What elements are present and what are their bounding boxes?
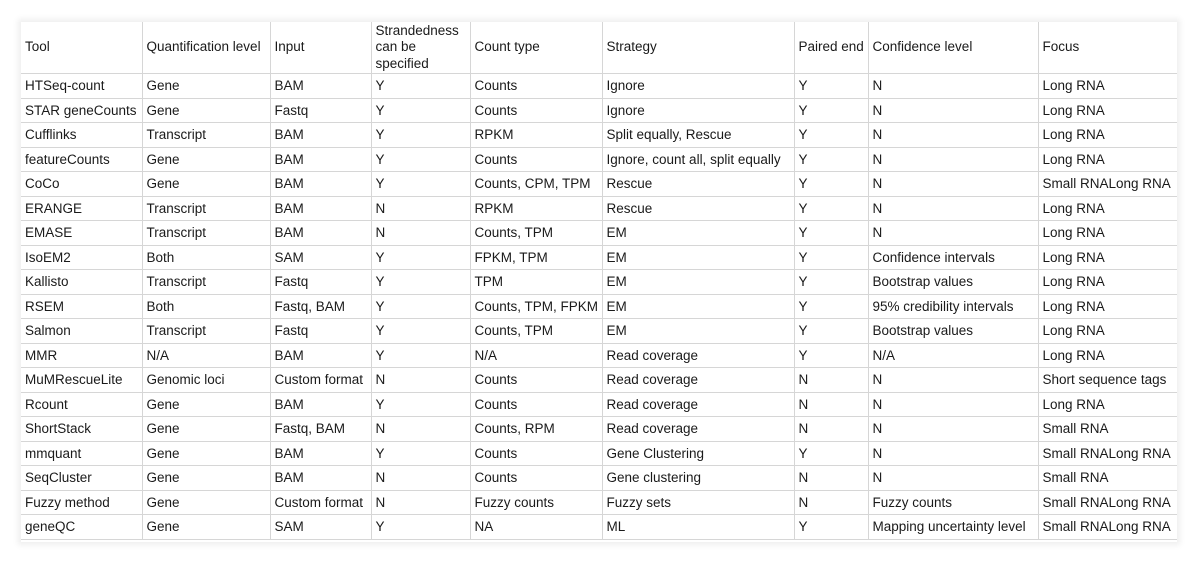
- header-cell-count-type[interactable]: Count type: [470, 22, 602, 74]
- table-cell[interactable]: N: [868, 123, 1038, 148]
- header-row: [21, 22, 1177, 74]
- table-cell[interactable]: Gene: [142, 172, 270, 197]
- table-cell[interactable]: Y: [794, 221, 868, 246]
- table-cell[interactable]: NA: [470, 515, 602, 540]
- table-cell[interactable]: FPKM, TPM: [470, 245, 602, 270]
- header-cell-strandedness-can-be-specified[interactable]: Strandedness can be specified: [371, 22, 470, 74]
- header-cell-paired-end[interactable]: Paired end: [794, 22, 868, 74]
- table-cell[interactable]: N: [371, 417, 470, 442]
- table-row: [21, 270, 1177, 295]
- table-cell[interactable]: CoCo: [21, 172, 142, 197]
- table-cell[interactable]: 95% credibility intervals: [868, 294, 1038, 319]
- table-cell[interactable]: Y: [794, 343, 868, 368]
- table-cell[interactable]: N: [868, 196, 1038, 221]
- table-cell[interactable]: Read coverage: [602, 392, 794, 417]
- table-cell[interactable]: ML: [602, 515, 794, 540]
- table-cell[interactable]: Rcount: [21, 392, 142, 417]
- table-cell[interactable]: Y: [371, 319, 470, 344]
- table-cell[interactable]: Counts, TPM: [470, 319, 602, 344]
- table-cell[interactable]: Y: [794, 123, 868, 148]
- table-cell[interactable]: N: [371, 490, 470, 515]
- table-cell[interactable]: Long RNA: [1038, 74, 1177, 99]
- table-cell[interactable]: Counts, TPM: [470, 221, 602, 246]
- table-cell[interactable]: Ignore: [602, 98, 794, 123]
- table-cell[interactable]: Fastq: [270, 270, 371, 295]
- header-cell-strategy[interactable]: Strategy: [602, 22, 794, 74]
- table-cell[interactable]: Mapping uncertainty level: [868, 515, 1038, 540]
- table-cell[interactable]: Long RNA: [1038, 294, 1177, 319]
- table-cell[interactable]: Long RNA: [1038, 343, 1177, 368]
- table-cell[interactable]: Gene Clustering: [602, 441, 794, 466]
- table-row: [21, 319, 1177, 344]
- table-cell[interactable]: Long RNA: [1038, 319, 1177, 344]
- table-cell[interactable]: N/A: [470, 343, 602, 368]
- table-row: [21, 343, 1177, 368]
- table-cell[interactable]: N: [371, 221, 470, 246]
- table-cell[interactable]: N: [371, 196, 470, 221]
- table-cell[interactable]: Transcript: [142, 270, 270, 295]
- table-cell[interactable]: IsoEM2: [21, 245, 142, 270]
- table-cell[interactable]: EM: [602, 270, 794, 295]
- table-cell[interactable]: BAM: [270, 196, 371, 221]
- table-cell[interactable]: Counts: [470, 368, 602, 393]
- table-cell[interactable]: MuMRescueLite: [21, 368, 142, 393]
- table-cell[interactable]: Y: [371, 74, 470, 99]
- table-cell[interactable]: N: [794, 392, 868, 417]
- table-cell[interactable]: Small RNA: [1038, 417, 1177, 442]
- table-cell[interactable]: RPKM: [470, 123, 602, 148]
- table-cell[interactable]: N: [868, 466, 1038, 491]
- table-cell[interactable]: N: [371, 466, 470, 491]
- table-row: [21, 490, 1177, 515]
- table-cell[interactable]: N: [868, 74, 1038, 99]
- table-cell[interactable]: Bootstrap values: [868, 319, 1038, 344]
- table-cell[interactable]: N: [868, 172, 1038, 197]
- table-cell[interactable]: Y: [794, 319, 868, 344]
- table-cell[interactable]: Small RNALong RNA: [1038, 441, 1177, 466]
- table-cell[interactable]: Bootstrap values: [868, 270, 1038, 295]
- table-cell[interactable]: geneQC: [21, 515, 142, 540]
- table-cell[interactable]: N/A: [868, 343, 1038, 368]
- table-row: [21, 123, 1177, 148]
- table-row: [21, 417, 1177, 442]
- table-cell[interactable]: EM: [602, 319, 794, 344]
- table-cell[interactable]: Fuzzy method: [21, 490, 142, 515]
- table-cell[interactable]: SAM: [270, 245, 371, 270]
- table-cell[interactable]: ERANGE: [21, 196, 142, 221]
- table-cell[interactable]: N: [868, 98, 1038, 123]
- table-cell[interactable]: BAM: [270, 123, 371, 148]
- table-row: [21, 294, 1177, 319]
- table-cell[interactable]: Fuzzy sets: [602, 490, 794, 515]
- table-cell[interactable]: N: [794, 490, 868, 515]
- table-cell[interactable]: RSEM: [21, 294, 142, 319]
- table-cell[interactable]: Kallisto: [21, 270, 142, 295]
- table-cell[interactable]: BAM: [270, 221, 371, 246]
- table-row: [21, 98, 1177, 123]
- table-cell[interactable]: Small RNA: [1038, 466, 1177, 491]
- table-cell[interactable]: HTSeq-count: [21, 74, 142, 99]
- table-cell[interactable]: BAM: [270, 441, 371, 466]
- table-row: [21, 172, 1177, 197]
- table-cell[interactable]: Confidence intervals: [868, 245, 1038, 270]
- table-row: [21, 466, 1177, 491]
- table-cell[interactable]: Counts: [470, 74, 602, 99]
- table-row: [21, 368, 1177, 393]
- table-cell[interactable]: EMASE: [21, 221, 142, 246]
- table-cell[interactable]: Read coverage: [602, 417, 794, 442]
- header-cell-focus[interactable]: Focus: [1038, 22, 1177, 74]
- table-cell[interactable]: Small RNALong RNA: [1038, 515, 1177, 540]
- table-cell[interactable]: Counts, RPM: [470, 417, 602, 442]
- table-cell[interactable]: N: [794, 368, 868, 393]
- table-cell[interactable]: Y: [371, 343, 470, 368]
- table-cell[interactable]: MMR: [21, 343, 142, 368]
- table-cell[interactable]: Gene: [142, 490, 270, 515]
- table-cell[interactable]: Fastq: [270, 319, 371, 344]
- table-cell[interactable]: Y: [794, 245, 868, 270]
- table-cell[interactable]: Long RNA: [1038, 392, 1177, 417]
- table-cell[interactable]: Both: [142, 245, 270, 270]
- table-cell[interactable]: ShortStack: [21, 417, 142, 442]
- table-cell[interactable]: BAM: [270, 147, 371, 172]
- table-cell[interactable]: Small RNALong RNA: [1038, 490, 1177, 515]
- table-cell[interactable]: Gene: [142, 74, 270, 99]
- header-cell-tool[interactable]: Tool: [21, 22, 142, 74]
- table-cell[interactable]: Y: [794, 98, 868, 123]
- table-cell[interactable]: Y: [371, 172, 470, 197]
- table-cell[interactable]: Ignore: [602, 74, 794, 99]
- table-cell[interactable]: featureCounts: [21, 147, 142, 172]
- table-cell[interactable]: Gene: [142, 392, 270, 417]
- table-cell[interactable]: N: [794, 417, 868, 442]
- table-cell[interactable]: Fastq: [270, 98, 371, 123]
- table-cell[interactable]: EM: [602, 245, 794, 270]
- table-cell[interactable]: Counts, TPM, FPKM: [470, 294, 602, 319]
- table-row: [21, 221, 1177, 246]
- table-row: [21, 74, 1177, 99]
- table-cell[interactable]: Y: [371, 98, 470, 123]
- table-row: [21, 147, 1177, 172]
- table-cell[interactable]: TPM: [470, 270, 602, 295]
- table-cell[interactable]: Y: [794, 147, 868, 172]
- table-cell[interactable]: N/A: [142, 343, 270, 368]
- table-cell[interactable]: BAM: [270, 466, 371, 491]
- table-row: [21, 245, 1177, 270]
- table-cell[interactable]: Read coverage: [602, 343, 794, 368]
- table-cell[interactable]: Y: [794, 172, 868, 197]
- table-cell[interactable]: Fuzzy counts: [470, 490, 602, 515]
- header-cell-input[interactable]: Input: [270, 22, 371, 74]
- table-cell[interactable]: BAM: [270, 74, 371, 99]
- table-cell[interactable]: Y: [794, 294, 868, 319]
- table-cell[interactable]: Long RNA: [1038, 270, 1177, 295]
- table-cell[interactable]: Y: [371, 392, 470, 417]
- table-cell[interactable]: Small RNALong RNA: [1038, 172, 1177, 197]
- table-cell[interactable]: Counts: [470, 98, 602, 123]
- table-cell[interactable]: SAM: [270, 515, 371, 540]
- table-cell[interactable]: Counts: [470, 441, 602, 466]
- table-cell[interactable]: BAM: [270, 392, 371, 417]
- header-cell-quantification-level[interactable]: Quantification level: [142, 22, 270, 74]
- table-cell[interactable]: Y: [371, 441, 470, 466]
- table-cell[interactable]: Fuzzy counts: [868, 490, 1038, 515]
- table-cell[interactable]: N: [868, 417, 1038, 442]
- table-cell[interactable]: Y: [371, 245, 470, 270]
- table-cell[interactable]: Gene: [142, 515, 270, 540]
- table-cell[interactable]: EM: [602, 221, 794, 246]
- table-cell[interactable]: Gene: [142, 98, 270, 123]
- table-cell[interactable]: STAR geneCounts: [21, 98, 142, 123]
- table-cell[interactable]: Y: [371, 270, 470, 295]
- table-cell[interactable]: Read coverage: [602, 368, 794, 393]
- table-cell[interactable]: Genomic loci: [142, 368, 270, 393]
- table-cell[interactable]: Long RNA: [1038, 123, 1177, 148]
- table-cell[interactable]: Gene: [142, 466, 270, 491]
- table-cell[interactable]: Fastq, BAM: [270, 294, 371, 319]
- table-cell[interactable]: RPKM: [470, 196, 602, 221]
- table-cell[interactable]: Cufflinks: [21, 123, 142, 148]
- table-cell[interactable]: Counts: [470, 392, 602, 417]
- table-cell[interactable]: EM: [602, 294, 794, 319]
- table-cell[interactable]: Y: [794, 270, 868, 295]
- table-cell[interactable]: Short sequence tags: [1038, 368, 1177, 393]
- table-cell[interactable]: Long RNA: [1038, 245, 1177, 270]
- table-row: [21, 196, 1177, 221]
- table-cell[interactable]: Custom format: [270, 490, 371, 515]
- table-cell[interactable]: Y: [371, 147, 470, 172]
- table-cell[interactable]: Y: [371, 294, 470, 319]
- table-cell[interactable]: N: [868, 441, 1038, 466]
- table-cell[interactable]: Long RNA: [1038, 221, 1177, 246]
- table-cell[interactable]: N: [868, 147, 1038, 172]
- table-row: [21, 441, 1177, 466]
- table-cell[interactable]: Counts, CPM, TPM: [470, 172, 602, 197]
- table-cell[interactable]: mmquant: [21, 441, 142, 466]
- table-cell[interactable]: N: [868, 368, 1038, 393]
- table-cell[interactable]: Both: [142, 294, 270, 319]
- table-cell[interactable]: Transcript: [142, 221, 270, 246]
- table-row: [21, 392, 1177, 417]
- table-cell[interactable]: Y: [794, 441, 868, 466]
- table-cell[interactable]: Long RNA: [1038, 98, 1177, 123]
- table-cell[interactable]: Fastq, BAM: [270, 417, 371, 442]
- table-cell[interactable]: Rescue: [602, 196, 794, 221]
- table-cell[interactable]: BAM: [270, 343, 371, 368]
- table-cell[interactable]: Rescue: [602, 172, 794, 197]
- table-cell[interactable]: Y: [371, 515, 470, 540]
- table-cell[interactable]: Gene: [142, 441, 270, 466]
- table-cell[interactable]: Y: [371, 123, 470, 148]
- table-cell[interactable]: Gene clustering: [602, 466, 794, 491]
- table-cell[interactable]: Gene: [142, 147, 270, 172]
- table-cell[interactable]: Y: [794, 515, 868, 540]
- table-cell[interactable]: Split equally, Rescue: [602, 123, 794, 148]
- table-cell[interactable]: BAM: [270, 172, 371, 197]
- table-cell[interactable]: N: [868, 221, 1038, 246]
- table-cell[interactable]: N: [794, 466, 868, 491]
- spreadsheet: [21, 22, 1177, 542]
- table-cell[interactable]: Long RNA: [1038, 196, 1177, 221]
- table-cell[interactable]: N: [371, 368, 470, 393]
- table-cell[interactable]: Transcript: [142, 319, 270, 344]
- tools-table: [21, 22, 1177, 540]
- table-cell[interactable]: Y: [794, 196, 868, 221]
- table-cell[interactable]: Y: [794, 74, 868, 99]
- table-cell[interactable]: N: [868, 392, 1038, 417]
- table-cell[interactable]: Ignore, count all, split equally: [602, 147, 794, 172]
- table-cell[interactable]: Long RNA: [1038, 147, 1177, 172]
- table-cell[interactable]: Counts: [470, 466, 602, 491]
- table-cell[interactable]: Custom format: [270, 368, 371, 393]
- table-row: [21, 515, 1177, 540]
- table-cell[interactable]: Salmon: [21, 319, 142, 344]
- table-cell[interactable]: Transcript: [142, 123, 270, 148]
- table-cell[interactable]: Counts: [470, 147, 602, 172]
- table-cell[interactable]: Transcript: [142, 196, 270, 221]
- header-cell-confidence-level[interactable]: Confidence level: [868, 22, 1038, 74]
- table-cell[interactable]: Gene: [142, 417, 270, 442]
- table-cell[interactable]: SeqCluster: [21, 466, 142, 491]
